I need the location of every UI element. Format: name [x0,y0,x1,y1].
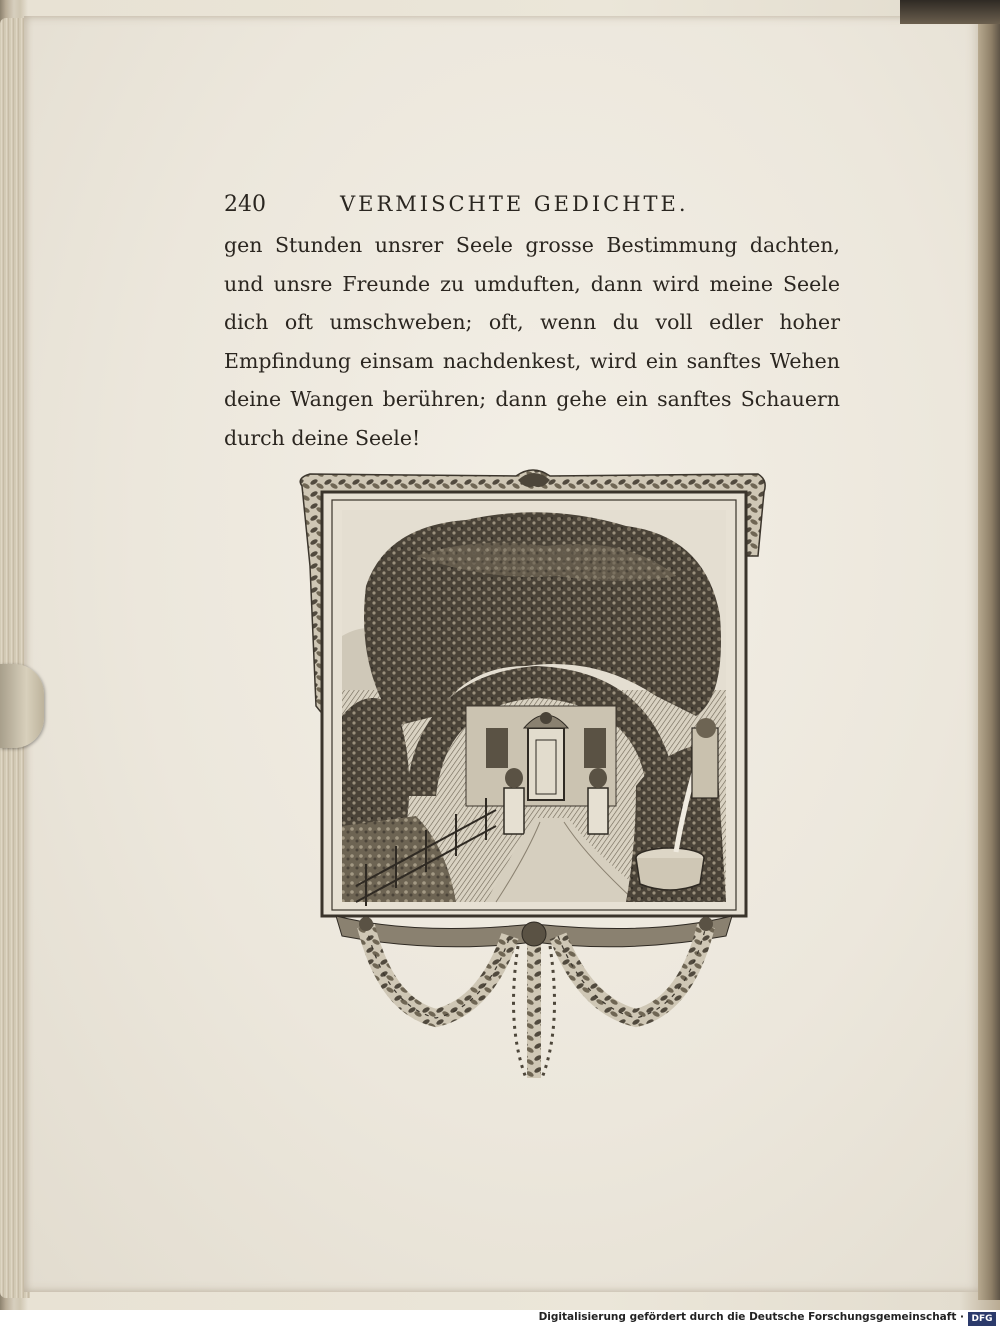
body-text [224,226,840,457]
text-line: Empfindung einsam nachdenkest, wird ein sanftes Wehen [224,348,840,373]
garland-ornament [336,916,732,1078]
running-head: VERMISCHTE GEDICHTE. [340,192,689,216]
bleed-through-text [780,430,960,1070]
digitization-credit: Digitalisierung gefördert durch die Deutsche Forschungsgemeinschaft · [538,1311,964,1323]
scan-top-corner [900,0,1000,24]
text-line: gen Stunden unsrer Seele grosse Bestimmung dachten, [224,233,840,257]
page-tab-marker [0,664,44,748]
page-number: 240 [224,192,266,217]
page-header [224,188,764,222]
text-line: deine Wangen berühren; dann gehe ein sanftes Schauern [224,387,840,411]
text-line: durch deine Seele! [224,425,421,450]
dfg-logo: DFG [968,1312,996,1326]
garden-archway-engraving [296,466,770,1096]
text-line: und unsre Freunde zu umduften, dann wird meine Seele [224,271,840,296]
garden-scene [342,510,726,906]
book-cover-edge [978,10,1000,1300]
text-line: dich oft umschweben; oft, wenn du voll edler hoher [224,310,840,334]
